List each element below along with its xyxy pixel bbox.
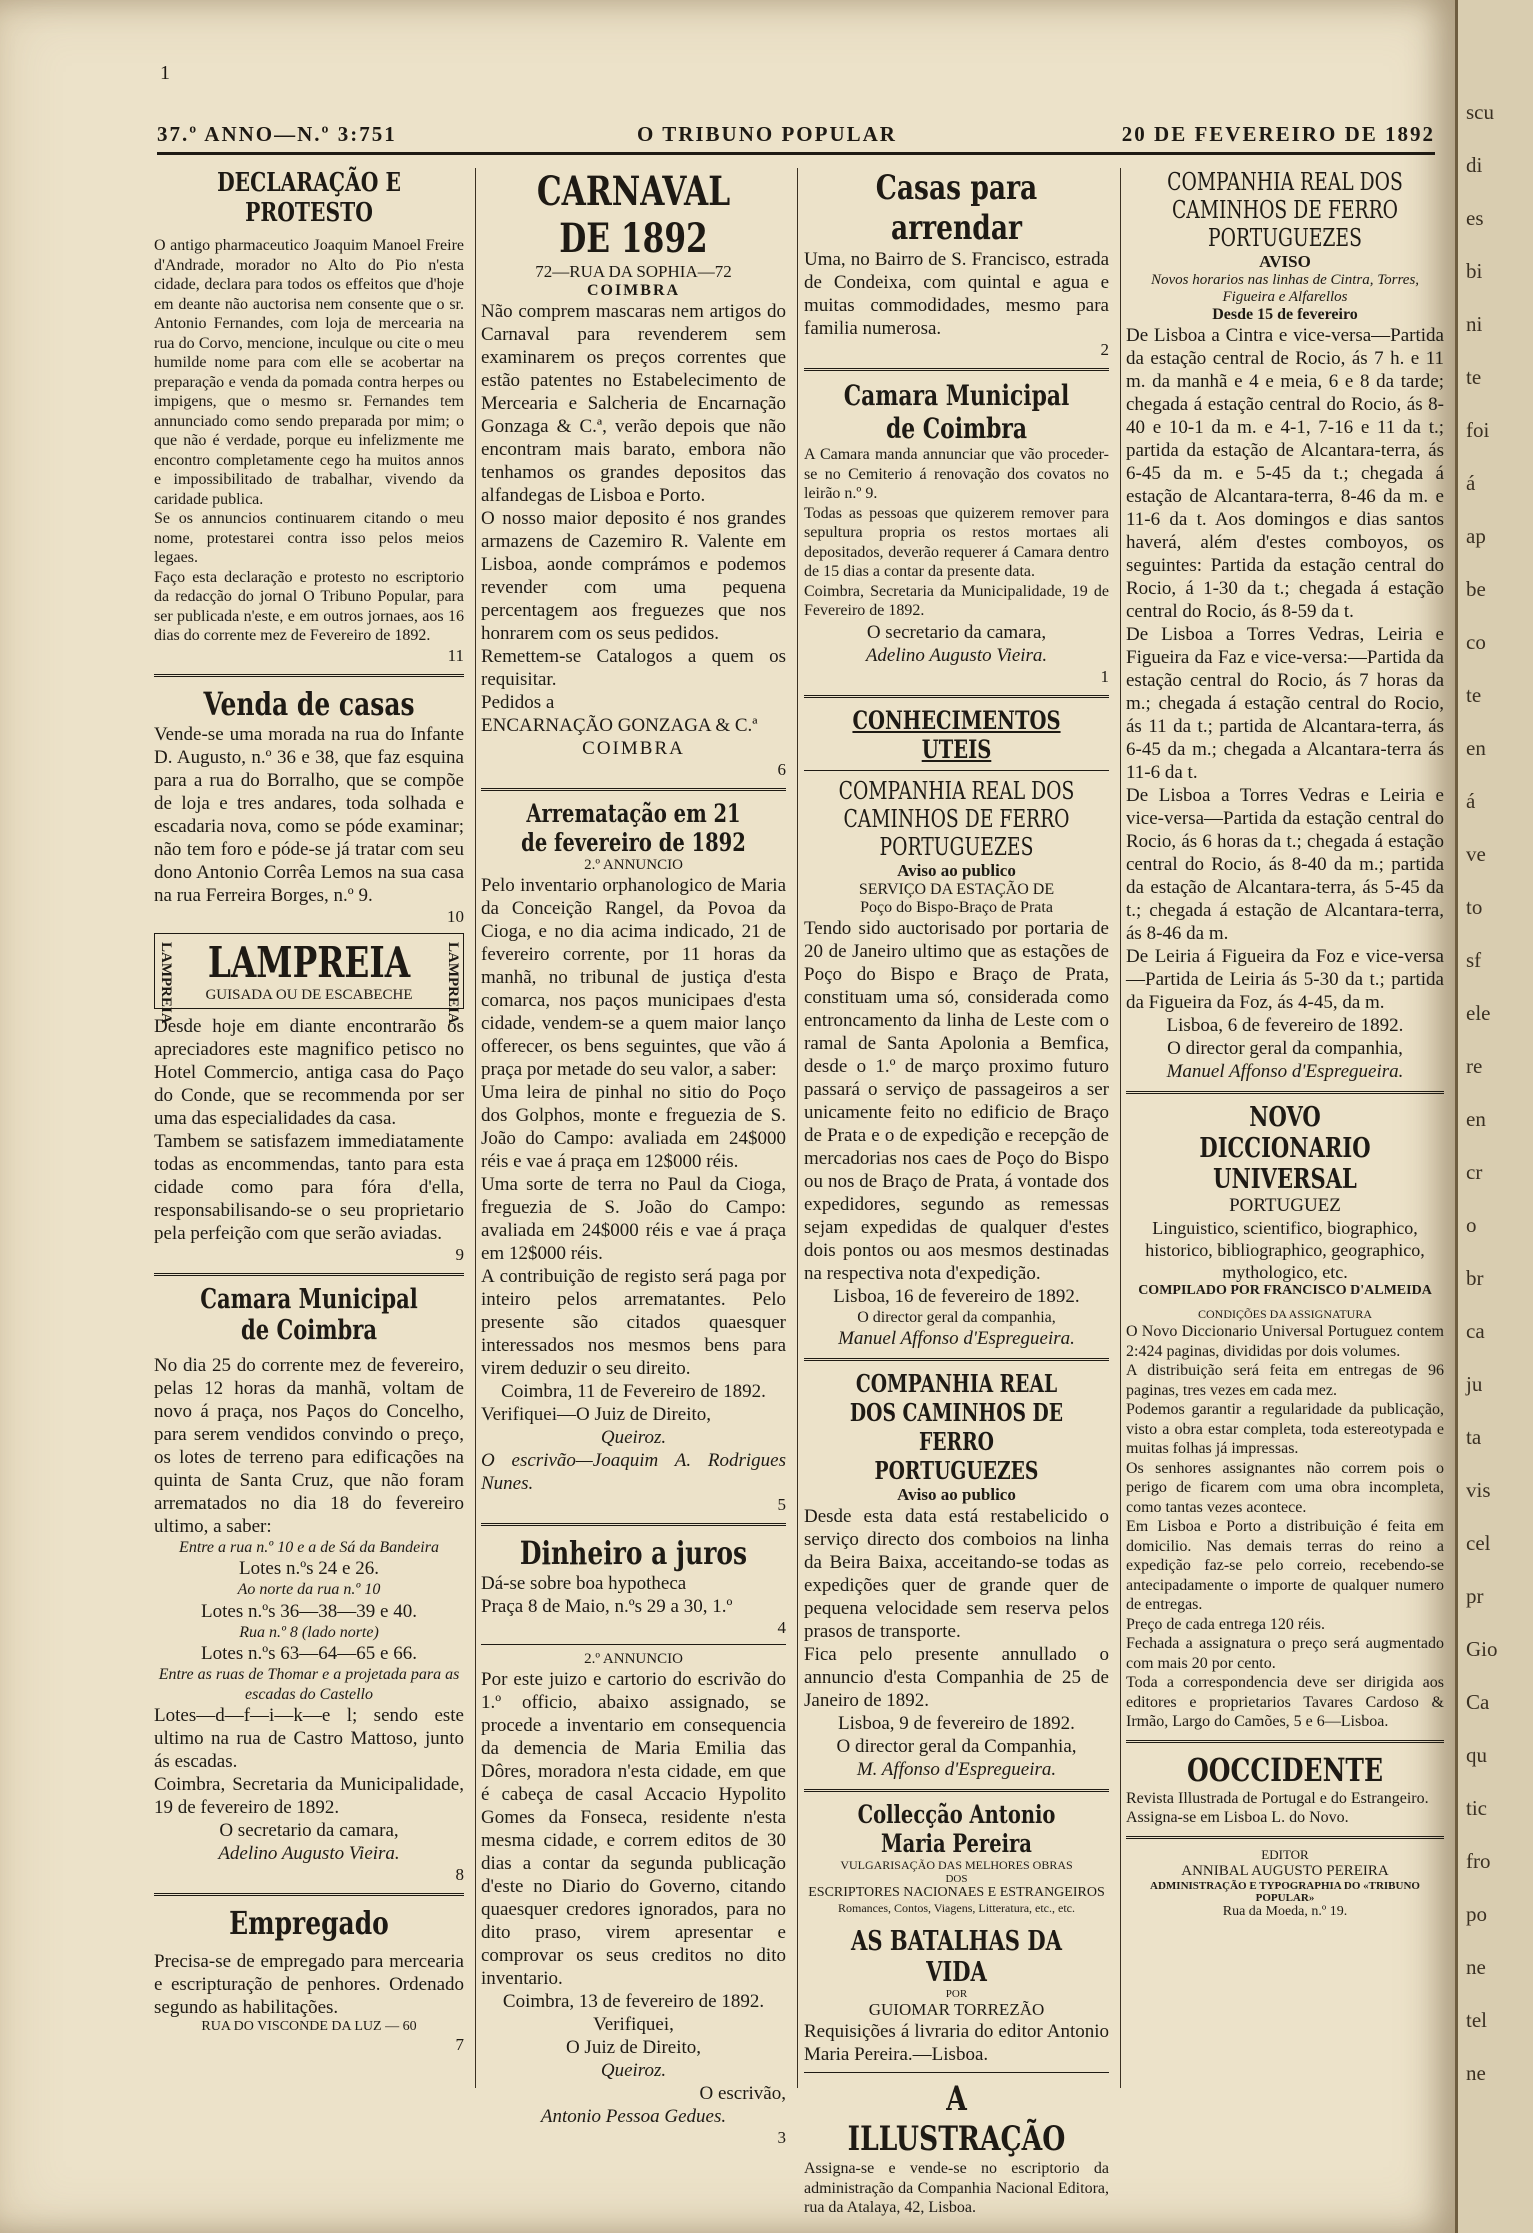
ad-number: 6	[777, 760, 786, 779]
ad-number: 3	[777, 2128, 786, 2147]
next-page-edge	[1455, 0, 1533, 2233]
timetable-text: De Lisboa a Torres Vedras e Leiria e vice-versa—Partida da estação central do Rocio, ás 6 horas da t.; chegada á estação central do Rocio, ás 8-40 da m.; partida da estação de Alcantara-terra, ás 5-45 da t.; chegada á estação de Alcantara-terra, ás 8-46 da m.	[1126, 785, 1444, 944]
railway-subtitle: Poço do Bispo-Braço de Prata	[860, 898, 1053, 916]
lot-location: Rua n.º 8 (lado norte)	[239, 1623, 379, 1641]
edge-text-fragment: pr	[1466, 1584, 1484, 1608]
inventory-notice-label: 2.º ANNUNCIO	[584, 1651, 683, 1667]
edge-text-fragment: Ca	[1466, 1690, 1490, 1714]
signature-role: Verifiquei—O Juiz de Direito,	[481, 1404, 712, 1425]
edge-text-fragment: tic	[1466, 1796, 1487, 1820]
collection-subtitle: DOS	[945, 1873, 968, 1885]
collection-subtitle: VULGARISAÇÃO DAS MELHORES OBRAS	[840, 1858, 1073, 1872]
lot-location: Entre a rua n.º 10 e a de Sá da Bandeira	[179, 1538, 439, 1556]
occidente-title: OOCCIDENTE	[1187, 1750, 1383, 1789]
edge-text-fragment: bi	[1466, 259, 1483, 283]
railway-notice: AVISO	[1259, 252, 1311, 271]
signature-name: M. Affonso d'Espregueira.	[856, 1759, 1057, 1780]
carnival-text: Remettem-se Catalogos a quem os requisitar.	[481, 646, 786, 690]
signature-role: O escrivão,	[699, 2083, 786, 2104]
dictionary-text: Em Lisboa e Porto a distribuição é feita em domicilio. Nas demais terras do reino a expedição faz-se pelo correio, recebendo-se antecipadamente o importe de qualquer numero de entregas.	[1126, 1518, 1444, 1613]
ad-number: 11	[447, 645, 464, 665]
loans-title: Dinheiro a juros	[519, 1534, 748, 1572]
dictionary-subtitle: Linguistico, scientifico, biographico, historico, bibliographico, geographico, mythologico, etc.	[1145, 1218, 1425, 1282]
ad-number: 9	[455, 1244, 464, 1264]
ad-number: 1	[1100, 666, 1109, 686]
lot-numbers: Lotes n.ºs 63—64—65 e 66.	[201, 1643, 417, 1664]
dictionary-text: A distribuição será feita em entregas de 96 paginas, tres vezes em cada mez.	[1126, 1362, 1444, 1399]
ad-number: 5	[777, 1495, 786, 1514]
divider	[481, 1523, 786, 1526]
railway-subtitle: Aviso ao publico	[897, 860, 1016, 880]
edge-text-fragment: ni	[1466, 312, 1483, 336]
edge-text-fragment: fro	[1466, 1849, 1491, 1873]
edge-text-fragment: ne	[1466, 2061, 1486, 2085]
issue-number: 37.º ANNO—N.º 3:751	[157, 122, 397, 146]
railway-title: COMPANHIA REAL DOS CAMINHOS DE FERRO PORTUGUEZES	[838, 776, 1075, 861]
dictionary-text: Os senhores assignantes não correm pois o perigo de ficarem com uma obra incompleta, como tantas vezes acontece.	[1126, 1459, 1444, 1516]
ad-number: 10	[447, 906, 464, 926]
edge-text-fragment: br	[1466, 1266, 1484, 1290]
cemetery-text: A Camara manda annunciar que vão proceder-se no Cemiterio á renovação dos covatos no leirão n.º 9.	[804, 446, 1109, 502]
employee-title: Empregado	[229, 1904, 389, 1942]
collection-title: Collecção Antonio Maria Pereira	[857, 1800, 1056, 1858]
divider	[804, 1358, 1109, 1361]
edge-text-fragment: foi	[1466, 418, 1490, 442]
lamprey-side-label: LAMPREIA	[158, 941, 174, 1024]
divider	[804, 695, 1109, 698]
railway-subtitle: Aviso ao publico	[897, 1485, 1016, 1504]
column-rule	[797, 168, 798, 2088]
cemetery-text: Todas as pessoas que quizerem remover para sepultura propria os restos mortaes ali depositados, deverão requerer á Camara dentro de 15 dias a contar da presente data.	[804, 504, 1109, 580]
column-4	[1126, 168, 1444, 1920]
lamprey-side-label: LAMPREIA	[445, 941, 461, 1024]
book-text: Requisições á livraria do editor Antonio Maria Pereira.—Lisboa.	[804, 2021, 1109, 2065]
edge-text-fragment: cel	[1466, 1531, 1491, 1555]
book-by: POR	[945, 1988, 968, 2000]
dictionary-text: O Novo Diccionario Universal Portuguez contem 2:424 paginas, divididas por dois volumes.	[1126, 1323, 1444, 1360]
administration-address: Rua da Moeda, n.º 19.	[1222, 1903, 1348, 1919]
carnival-text: Não comprem mascaras nem artigos do Carnaval para revenderem sem examinarem os preços correntes que estão patentes no Estabelecimento de Mercearia e Salcheria de Encarnação Gonzaga & C.ª, verão depois que não encontram mais barato, embora não tenhamos os grandes depositos das alfandegas de Lisboa e Porto.	[481, 301, 786, 506]
edge-text-fragment: cr	[1466, 1160, 1483, 1184]
edge-text-fragment: co	[1466, 630, 1486, 654]
timetable-text: De Lisboa a Torres Vedras, Leiria e Figueira da Faz e vice-versa:—Partida da estação central do Rocio, ás 7 horas da m.; chegada á estação central do Rocio, ás 11 da t.; partida de Alcantara-terra, ás 6-45 da m.; chegada a Alcantara-terra ás 11-6 da t.	[1126, 624, 1444, 783]
dictionary-conditions-label: CONDIÇÕES DA ASSIGNATURA	[1197, 1307, 1373, 1321]
employee-address: RUA DO VISCONDE DA LUZ — 60	[201, 2019, 417, 2034]
signature-role: O director geral da companhia,	[1167, 1038, 1403, 1059]
edge-text-fragment: re	[1466, 1054, 1483, 1078]
house-sale-text: Vende-se uma morada na rua do Infante D. Augusto, n.º 36 e 38, que faz esquina para a rua do Borralho, que se compõe de loja e tres andares, toda solhada e escadaria nova, como se póde examinar; não tem foro e póde-se já tratar com seu dono Antonio Corrêa Lemos na sua casa na rua Ferreira Borges, n.º 9.	[154, 723, 464, 906]
edge-text-fragment: sf	[1466, 948, 1482, 972]
auction-text: A contribuição de registo será paga por inteiro pelos arrematantes. Pelo presente são citados quaesquer interessados nos mesmos bens para virem deduzir o seu direito.	[481, 1266, 786, 1379]
edge-text-fragment: te	[1466, 683, 1482, 707]
edge-text-fragment: ne	[1466, 1955, 1486, 1979]
carnival-title: CARNAVAL DE 1892	[536, 168, 731, 262]
signature-role: O director geral da companhia,	[857, 1308, 1056, 1326]
useful-info-title: CONHECIMENTOS UTEIS	[852, 705, 1061, 764]
signature-name: Adelino Augusto Vieira.	[865, 644, 1048, 666]
newspaper-title: O TRIBUNO POPULAR	[637, 122, 897, 146]
collection-subtitle: Romances, Contos, Viagens, Litteratura, etc., etc.	[838, 1901, 1075, 1915]
declaration-title: DECLARAÇÃO E PROTESTO	[217, 168, 401, 228]
book-title: AS BATALHAS DA VIDA	[851, 1926, 1062, 1988]
timetable-text: De Lisboa a Cintra e vice-versa—Partida da estação central de Rocio, ás 7 h. e 11 m. da manhã e 4 e meia, 6 e 8 da tarde; chegada á estação central do Rocio, ás 8-40 e 10-1 da m. e 4-1, 7-16 e 11 da t.; partida da estação de Alcantara-terra, ás 6-45 da m. e 5-45 da t.; chegada á estação de Alcantara-terra, 8-46 da m. e 11-6 da t. Aos domingos e dias santos haverá, além d'estes comboyos, os seguintes: Partida da estação central do Rocio, á 1-30 da t.; chegada á estação central do Rocio, ás 8-59 da t.	[1126, 325, 1444, 622]
lot-location: Entre as ruas de Thomar e a projetada para as escadas do Castello	[158, 1666, 460, 1703]
railway-title: COMPANHIA REAL DOS CAMINHOS DE FERRO PORTUGUEZES	[1167, 168, 1403, 252]
edge-text-fragment: á	[1466, 471, 1476, 495]
editor-label: EDITOR	[1261, 1846, 1309, 1862]
column-2	[481, 168, 786, 2148]
edge-text-fragment: scu	[1466, 100, 1494, 124]
lot-numbers: Lotes n.ºs 24 e 26.	[239, 1558, 379, 1579]
edge-text-fragment: Gio	[1466, 1637, 1498, 1661]
administration-label: ADMINISTRAÇÃO E TYPOGRAPHIA DO «TRIBUNO POPULAR»	[1150, 1879, 1420, 1904]
ad-number: 4	[777, 1618, 786, 1637]
rent-text: Uma, no Bairro de S. Francisco, estrada de Condeixa, com quintal e agua e muitas commodidades, mesmo para familia numerosa.	[804, 249, 1109, 339]
divider	[154, 1893, 464, 1896]
edge-text-fragment: ele	[1466, 1001, 1491, 1025]
carnival-text: O nosso maior deposito é nos grandes armazens de Cazemiro R. Valente em Lisboa, aonde comprámos e podemos revender com uma pequena percentagem aos freguezes que nos honrarem com os seus pedidos.	[481, 508, 786, 644]
signature-name: Manuel Affonso d'Espregueira.	[838, 1328, 1075, 1349]
edge-text-fragment: ap	[1466, 524, 1486, 548]
ad-number: 7	[455, 2035, 464, 2054]
auction-notice-label: 2.º ANNUNCIO	[584, 857, 683, 873]
column-3	[804, 168, 1109, 2218]
cemetery-text: Coimbra, Secretaria da Municipalidade, 19 de Fevereiro de 1892.	[804, 582, 1109, 619]
council-title: Camara Municipal de Coimbra	[843, 379, 1070, 445]
signature-name: Antonio Pessoa Gedues.	[540, 2106, 727, 2127]
auction-text: Uma leira de pinhal no sitio do Poço dos Golphos, monte e freguezia de S. João do Campo: avaliada em 24$000 réis e vae á praça em 12$000 réis.	[481, 1082, 786, 1172]
edge-text-fragment: tel	[1466, 2008, 1487, 2032]
page-mark: 1	[160, 62, 170, 84]
dictionary-text: Podemos garantir a regularidade da publicação, visto a obra estar completa, toda estereotypada e muitas folhas já impressas.	[1126, 1401, 1444, 1457]
rent-title: Casas para arrendar	[875, 168, 1038, 248]
collection-subtitle: ESCRIPTORES NACIONAES E ESTRANGEIROS	[808, 1885, 1105, 1900]
signature-role: O Juiz de Direito,	[565, 2037, 702, 2058]
edge-text-fragment: to	[1466, 895, 1483, 919]
signature-role: O director geral da Companhia,	[836, 1736, 1077, 1757]
carnival-address: 72—RUA DA SOPHIA—72	[535, 262, 732, 281]
loans-text: Dá-se sobre boa hypotheca	[481, 1573, 687, 1594]
column-rule	[475, 168, 476, 2088]
signature-role: O secretario da camara,	[866, 621, 1047, 643]
edge-text-fragment: be	[1466, 577, 1486, 601]
signature-name: Queiroz.	[600, 1427, 667, 1448]
lamprey-text: Tambem se satisfazem immediatamente todas as encommendas, tanto para esta cidade como para fóra d'ella, responsabilisando-se o seu proprietario pela perfeição com que serão aviadas.	[154, 1130, 464, 1244]
council-date: Coimbra, Secretaria da Municipalidade, 19 de fevereiro de 1892.	[154, 1774, 464, 1818]
illustration-title: A ILLUSTRAÇÃO	[847, 2079, 1066, 2159]
lamprey-title: LAMPREIA	[207, 937, 411, 987]
issue-date: 20 DE FEVEREIRO DE 1892	[1121, 122, 1435, 146]
edge-text-fragment: es	[1466, 206, 1484, 230]
edge-text-fragment: te	[1466, 365, 1482, 389]
declaration-text: O antigo pharmaceutico Joaquim Manoel Freire d'Andrade, morador no Alto do Pio n'esta cidade, declara para todos os effeitos que d'hoje em deante não auctorisa nem consente que o sr. Antonio Fernandes, com loja de mercearia na rua do Corvo, mencione, inculque ou cite o meu humilde nome para com elle se acobertar na preparação e venda da pomada contra herpes ou impigens, que o mesmo sr. Fernandes tem annunciado como sendo preparada por mim; o que não é verdade, porque eu infelizmente me encontro completamente cego ha muitos annos e impossibilitado de trabalhar, vivendo da caridade publica.	[154, 237, 464, 508]
signature-name: Manuel Affonso d'Espregueira.	[1166, 1061, 1404, 1082]
signature-name: O escrivão—Joaquim A. Rodrigues Nunes.	[481, 1450, 786, 1494]
edge-text-fragment: po	[1466, 1902, 1487, 1926]
edge-text-fragment: ta	[1466, 1425, 1482, 1449]
railway-subtitle: SERVIÇO DA ESTAÇÃO DE	[858, 880, 1055, 898]
dictionary-text: Fechada a assignatura o preço será augmentado com mais 20 por cento.	[1126, 1635, 1444, 1672]
illustration-text: Assigna-se e vende-se no escriptorio da administração da Companhia Nacional Editora, rua da Atalaya, 42, Lisboa.	[804, 2160, 1109, 2216]
column-1	[154, 168, 464, 2055]
railway-text: Tendo sido auctorisado por portaria de 20 de Janeiro ultimo que as estações de Poço do Bispo e Braço de Prata, constituam uma só, considerada como entroncamento da linha de Leste com o ramal de Santa Apolonia a Bemfica, desde o 1.º de março proximo futuro passará o serviço de passageiros a ser unicamente feito no edificio de Braço de Prata e o de expedição e recepção de mercadorias nos caes de Poço do Bispo ou nos de Braço de Prata, á vontade dos expedidores, segundo as remessas sejam expedidas de qualquer d'estes dois pontos ou aos mesmos destinadas na respectiva nota d'expedição.	[804, 917, 1109, 1284]
auction-text: Pelo inventario orphanologico de Maria da Conceição Rangel, da Povoa da Cioga, e no dia acima indicado, 21 de fevereiro corrente, por 11 horas da manhã, no tribunal de justiça d'esta comarca, nos paços municipaes d'esta cidade, vendem-se a quem maior lanço offerecer, os bens seguintes, que vão á praça por metade do seu valor, a saber:	[481, 875, 786, 1080]
council-text: Lotes—d—f—i—k—e l; sendo este ultimo na rua de Castro Mattoso, junto ás escadas.	[154, 1705, 464, 1772]
declaration-text: Faço esta declaração e protesto no escriptorio da redacção do jornal O Tribuno Popular, para ser publicada n'este, e em outros jornaes, aos 16 dias do corrente mez de Fevereiro de 1892.	[154, 568, 464, 644]
carnival-text: Pedidos a	[481, 692, 555, 713]
divider	[154, 674, 464, 677]
edge-text-fragment: ve	[1466, 842, 1486, 866]
edge-text-fragment: ju	[1466, 1372, 1483, 1396]
ad-number: 8	[455, 1865, 464, 1884]
edge-text-fragment: en	[1466, 1107, 1486, 1131]
inventory-text: Por este juizo e cartorio do escrivão do 1.º officio, abaixo assignado, se procede a inventario em consequencia da demencia de Maria Emilia das Dôres, moradora n'esta cidade, em que é cabeça de casal Accacio Hypolito Gomes da Fonseca, residente n'esta mesma cidade, e correm editos de 30 dias a contar da segunda publicação d'este no Diario do Governo, citando quaesquer credores ignorados, para no dito praso, virem apresentar e comprovar os seus creditos no dito inventario.	[481, 1669, 786, 1989]
house-sale-title: Venda de casas	[203, 684, 415, 723]
railway-date: Lisboa, 9 de fevereiro de 1892.	[838, 1713, 1075, 1734]
column-rule	[1120, 168, 1121, 2088]
occidente-text: Assigna-se em Lisboa L. do Novo.	[1126, 1809, 1349, 1826]
loans-text: Praça 8 de Maio, n.ºs 29 a 30, 1.º	[481, 1596, 733, 1617]
signature-role: Verifiquei,	[593, 2014, 674, 2035]
book-author: GUIOMAR TORREZÃO	[868, 2000, 1045, 2019]
dictionary-subtitle: PORTUGUEZ	[1229, 1195, 1341, 1216]
divider	[481, 1644, 786, 1645]
dictionary-title: NOVO DICCIONARIO UNIVERSAL	[1199, 1102, 1371, 1195]
carnival-city: COIMBRA	[586, 282, 681, 299]
council-title: Camara Municipal de Coimbra	[200, 1283, 418, 1346]
editor-name: ANNIBAL AUGUSTO PEREIRA	[1181, 1862, 1389, 1879]
edge-text-fragment: ca	[1466, 1319, 1485, 1343]
auction-title: Arrematação em 21 de fevereiro de 1892	[521, 799, 746, 857]
signature-role: O secretario da camara,	[219, 1820, 399, 1841]
lamprey-text: Desde hoje em diante encontrarão os apreciadores este magnifico petisco no Hotel Commercio, antiga casa do Paço do Conde, que se recommenda por ser uma das especialidades da casa.	[154, 1015, 464, 1129]
lot-numbers: Lotes n.ºs 36—38—39 e 40.	[201, 1600, 417, 1622]
edge-text-fragment: á	[1466, 789, 1476, 813]
carnival-text: ENCARNAÇÃO GONZAGA & C.ª	[481, 715, 758, 736]
divider	[1126, 1091, 1444, 1094]
railway-text: Fica pelo presente annullado o annuncio d'esta Companhia de 25 de Janeiro de 1892.	[804, 1644, 1109, 1711]
divider	[804, 368, 1109, 371]
auction-date: Coimbra, 11 de Fevereiro de 1892.	[501, 1381, 766, 1402]
edge-text-fragment: di	[1466, 153, 1483, 177]
lamprey-ad	[154, 933, 464, 1024]
ad-number: 2	[1100, 340, 1109, 359]
edge-text-fragment: o	[1466, 1213, 1477, 1237]
signature-name: Queiroz.	[600, 2060, 667, 2081]
lot-location: Ao norte da rua n.º 10	[237, 1581, 381, 1598]
dictionary-text: Toda a correspondencia deve ser dirigida aos editores e proprietarios Tavares Cardoso & Irmão, Largo do Camões, 5 e 6—Lisboa.	[1126, 1674, 1444, 1730]
inventory-date: Coimbra, 13 de fevereiro de 1892.	[502, 1991, 765, 2012]
declaration-text: Se os annuncios continuarem citando o meu nome, protestarei contra isso pelos meios legaes.	[154, 510, 464, 566]
divider	[1126, 1740, 1444, 1743]
divider	[804, 770, 1109, 771]
timetable-date: Lisboa, 6 de fevereiro de 1892.	[1166, 1015, 1404, 1036]
divider	[1126, 1836, 1444, 1839]
railway-date: Lisboa, 16 de fevereiro de 1892.	[833, 1285, 1080, 1307]
masthead-line	[157, 122, 1435, 155]
divider	[481, 788, 786, 791]
railway-text: Desde esta data está restabelicido o serviço directo dos comboios na linha da Beira Baixa, acceitando-se todas as expedições quer de grande quer de pequena velocidade sem reserva pelos prasos de transporte.	[804, 1506, 1109, 1642]
railway-title: COMPANHIA REAL DOS CAMINHOS DE FERRO PORTUGUEZES	[849, 1369, 1064, 1485]
edge-text-fragment: qu	[1466, 1743, 1487, 1767]
carnival-text: COIMBRA	[582, 738, 685, 759]
railway-subtitle: Desde 15 de fevereiro	[1212, 306, 1358, 323]
edge-text-fragment: vis	[1466, 1478, 1491, 1502]
divider	[804, 1789, 1109, 1792]
dictionary-text: Preço de cada entrega 120 réis.	[1126, 1615, 1326, 1633]
signature-name: Adelino Augusto Vieira.	[218, 1843, 400, 1864]
employee-text: Precisa-se de empregado para mercearia e escripturação de penhores. Ordenado segundo as habilitações.	[154, 1951, 464, 2018]
timetable-text: De Leiria á Figueira da Foz e vice-versa—Partida de Leiria ás 5-30 da t.; partida da Figueira da Foz, ás 4-45, da m.	[1126, 946, 1444, 1013]
divider	[804, 2072, 1109, 2073]
dictionary-compiler: COMPILADO POR FRANCISCO D'ALMEIDA	[1138, 1283, 1432, 1298]
auction-text: Uma sorte de terra no Paul da Cioga, freguezia de S. João do Campo: avaliada em 24$000 réis e vae á praça em 12$000 réis.	[481, 1174, 786, 1264]
occidente-text: Revista Illustrada de Portugal e do Estrangeiro.	[1126, 1789, 1429, 1807]
edge-text-fragment: en	[1466, 736, 1486, 760]
divider	[154, 1273, 464, 1276]
railway-subtitle: Novos horarios nas linhas de Cintra, Torres, Figueira e Alfarellos	[1150, 272, 1420, 305]
lamprey-subtitle: GUISADA OU DE ESCABECHE	[205, 986, 413, 1003]
council-text: No dia 25 do corrente mez de fevereiro, pelas 12 horas da manhã, voltam de novo á praça, nos Paços do Concelho, para serem vendidos convindo o preço, os lotes de terreno para edificações na quinta de Santa Cruz, que não foram arrematados no dia 18 do fevereiro ultimo, a saber:	[154, 1354, 464, 1537]
